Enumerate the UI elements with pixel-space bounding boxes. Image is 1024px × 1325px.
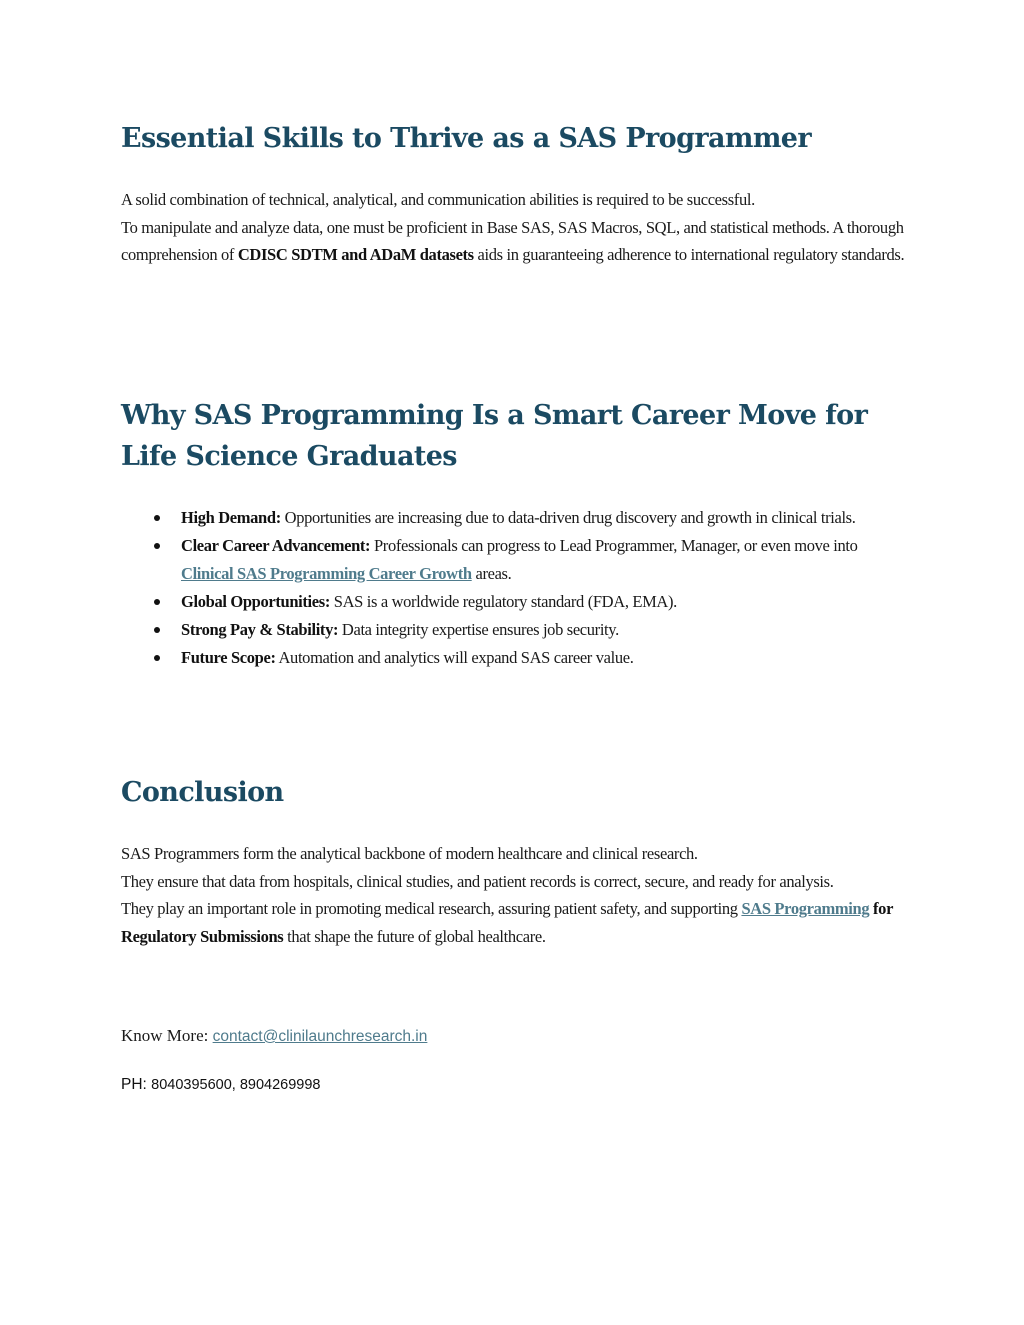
paragraph-conclusion [121, 840, 911, 950]
bullet-text-after: areas. [471, 564, 512, 583]
conclusion-line-1: SAS Programmers form the analytical backbone of modern healthcare and clinical research. [121, 844, 698, 863]
bullet-icon [154, 627, 160, 633]
conclusion-line-3-post: that shape the future of global healthcare. [283, 926, 546, 946]
bullet-icon [154, 655, 160, 661]
list-item [121, 644, 911, 672]
bullet-icon [154, 515, 160, 521]
know-more-label: Know More: [121, 1026, 213, 1045]
know-more-line [121, 1026, 427, 1046]
bullet-icon [154, 599, 160, 605]
bullet-label: Global Opportunities: [181, 592, 330, 611]
paragraph-skills [121, 186, 911, 269]
conclusion-line-3-pre: They play an important role in promoting medical research, assuring patient safety, and supporting [121, 899, 742, 918]
bullet-label: High Demand: [181, 508, 281, 527]
skills-line-1: A solid combination of technical, analytical, and communication abilities is required to be successful. [121, 190, 755, 209]
cdisc-bold-text: CDISC SDTM and ADaM datasets [237, 245, 474, 264]
list-item [121, 504, 911, 532]
phone-label: PH: [121, 1076, 152, 1093]
career-bullet-list [121, 504, 911, 672]
heading-essential-skills: Essential Skills to Thrive as a SAS Programmer [121, 123, 812, 154]
bullet-label: Strong Pay & Stability: [181, 620, 339, 639]
bullet-icon [154, 543, 160, 549]
phone-numbers: 8040395600, 8904269998 [151, 1077, 321, 1093]
list-item [121, 588, 911, 616]
bullet-text: Data integrity expertise ensures job security. [338, 620, 619, 639]
bullet-label: Clear Career Advancement: [181, 536, 371, 555]
list-item [121, 532, 911, 588]
sas-programming-link[interactable]: SAS Programming [741, 899, 870, 918]
heading-why-sas: Why SAS Programming Is a Smart Career Move for Life Science Graduates [121, 400, 868, 472]
career-growth-link[interactable]: Clinical SAS Programming Career Growth [181, 564, 472, 583]
heading-conclusion: Conclusion [121, 777, 284, 808]
bullet-text: Opportunities are increasing due to data-driven drug discovery and growth in clinical trials. [280, 508, 856, 527]
skills-line-2-post: aids in guaranteeing adherence to international regulatory standards. [473, 245, 905, 264]
conclusion-line-2: They ensure that data from hospitals, clinical studies, and patient records is correct, secure, and ready for analysis. [121, 871, 834, 891]
skills-line-2-pre: To manipulate and analyze data, one must be proficient in Base SAS, SAS Macros, SQL, and statistical methods. A thorough comprehension of [121, 217, 904, 264]
phone-line [121, 1076, 321, 1094]
bullet-text: SAS is a worldwide regulatory standard (FDA, EMA). [329, 592, 677, 611]
contact-email-link[interactable]: contact@clinilaunchresearch.in [212, 1028, 428, 1045]
bullet-label: Future Scope: [181, 648, 276, 667]
regulatory-bold-text: for Regulatory Submissions [121, 899, 893, 946]
bullet-text: Professionals can progress to Lead Programmer, Manager, or even move into [370, 536, 858, 555]
list-item [121, 616, 911, 644]
bullet-text: Automation and analytics will expand SAS career value. [275, 648, 634, 667]
